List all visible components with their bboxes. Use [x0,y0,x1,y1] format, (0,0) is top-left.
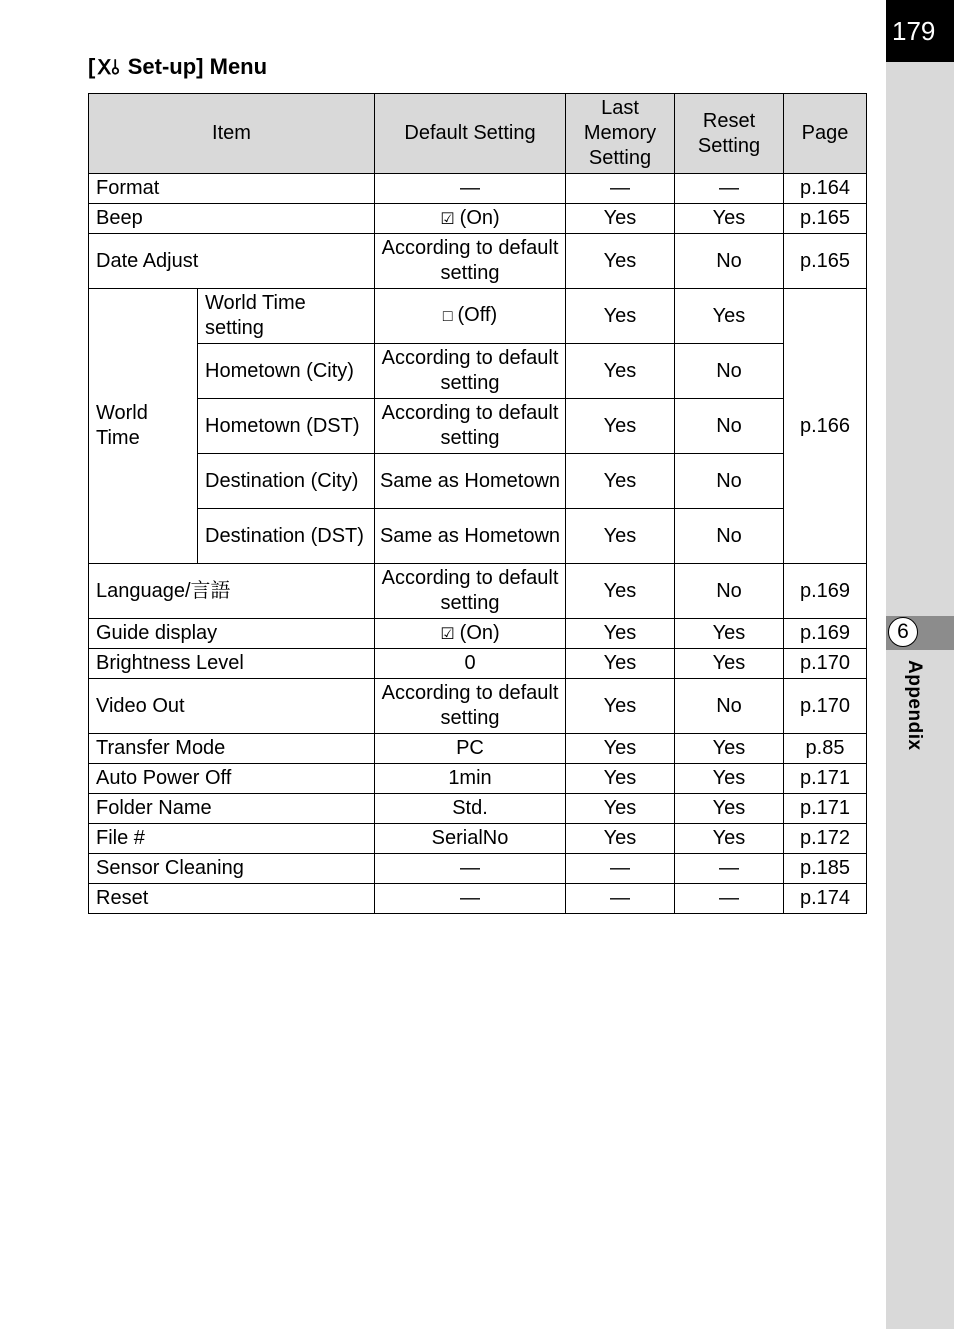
row-item: Date Adjust [89,234,375,289]
setup-wrench-icon: Ⅹ⫰ [97,57,120,79]
row-page: p.170 [784,649,867,679]
row-last-memory: — [566,174,675,204]
row-item: Sensor Cleaning [89,854,375,884]
table-row [89,764,867,794]
table-row [89,619,867,649]
row-subitem: Hometown (City) [198,344,375,399]
row-last-memory: Yes [566,734,675,764]
row-page: p.169 [784,619,867,649]
row-item: Auto Power Off [89,764,375,794]
row-reset: No [675,679,784,734]
page-number: 179 [886,0,954,62]
checkbox-checked-icon: ☑ [440,210,455,228]
row-default: According to default setting [375,564,566,619]
table-row [89,174,867,204]
table-row [89,289,867,344]
table-row [89,399,867,454]
row-page: p.165 [784,204,867,234]
row-last-memory: Yes [566,564,675,619]
section-heading [88,54,267,80]
row-reset: Yes [675,204,784,234]
row-default: According to default setting [375,234,566,289]
row-item: Brightness Level [89,649,375,679]
row-reset: — [675,174,784,204]
row-default: According to default setting [375,344,566,399]
row-last-memory: Yes [566,344,675,399]
row-item: Video Out [89,679,375,734]
row-reset: Yes [675,649,784,679]
row-page: p.85 [784,734,867,764]
row-page: p.166 [784,289,867,564]
row-last-memory: Yes [566,399,675,454]
row-reset: Yes [675,289,784,344]
row-subitem: Destination (DST) [198,509,375,564]
row-default: 0 [375,649,566,679]
row-reset: No [675,399,784,454]
table-row [89,679,867,734]
row-default: PC [375,734,566,764]
row-page: p.169 [784,564,867,619]
row-default: — [375,174,566,204]
row-default: According to default setting [375,679,566,734]
chapter-label: Appendix [904,660,925,751]
row-page: p.165 [784,234,867,289]
row-default: 1min [375,764,566,794]
table-row [89,884,867,914]
row-item: Beep [89,204,375,234]
header-item: Item [89,94,375,174]
table-row [89,649,867,679]
row-default: Same as Hometown [375,509,566,564]
row-group-item: World Time [89,289,198,564]
table-row [89,454,867,509]
row-item: Transfer Mode [89,734,375,764]
row-last-memory: Yes [566,204,675,234]
row-default [375,289,566,344]
row-reset: No [675,564,784,619]
table-row [89,564,867,619]
row-reset: No [675,234,784,289]
row-default: Std. [375,794,566,824]
row-page: p.172 [784,824,867,854]
row-last-memory: Yes [566,454,675,509]
table-row [89,344,867,399]
header-last-memory: Last Memory Setting [566,94,675,174]
row-default: Same as Hometown [375,454,566,509]
setup-menu-table [88,93,867,914]
row-default-text: (On) [459,621,500,644]
header-page: Page [784,94,867,174]
table-row [89,854,867,884]
row-last-memory: Yes [566,234,675,289]
row-last-memory: Yes [566,649,675,679]
row-item: Format [89,174,375,204]
row-default-text: (Off) [457,304,498,326]
row-page: p.170 [784,679,867,734]
row-last-memory: Yes [566,679,675,734]
row-default: — [375,884,566,914]
header-reset-setting: Reset Setting [675,94,784,174]
row-reset: Yes [675,619,784,649]
row-reset: No [675,344,784,399]
table-row [89,734,867,764]
table-row [89,824,867,854]
row-last-memory: Yes [566,764,675,794]
heading-text: Set-up] Menu [127,54,268,79]
checkbox-checked-icon: ☑ [440,625,455,643]
row-page: p.174 [784,884,867,914]
row-reset: No [675,509,784,564]
row-last-memory: — [566,884,675,914]
table-row [89,234,867,289]
row-default: According to default setting [375,399,566,454]
row-reset: Yes [675,824,784,854]
row-item: Reset [89,884,375,914]
table-row [89,509,867,564]
row-subitem: Hometown (DST) [198,399,375,454]
table-header-row [89,94,867,174]
row-reset: Yes [675,734,784,764]
row-default: — [375,854,566,884]
row-reset: — [675,884,784,914]
row-last-memory: Yes [566,509,675,564]
row-default: SerialNo [375,824,566,854]
row-default [375,204,566,234]
row-last-memory: Yes [566,824,675,854]
row-default [375,619,566,649]
row-last-memory: Yes [566,289,675,344]
row-item: Folder Name [89,794,375,824]
header-default-setting: Default Setting [375,94,566,174]
row-reset: Yes [675,794,784,824]
table-row [89,794,867,824]
row-reset: — [675,854,784,884]
row-last-memory: Yes [566,794,675,824]
checkbox-empty-icon: □ [442,308,453,325]
chapter-number: 6 [888,617,918,647]
row-page: p.164 [784,174,867,204]
row-item: Guide display [89,619,375,649]
row-reset: Yes [675,764,784,794]
row-last-memory: — [566,854,675,884]
row-page: p.185 [784,854,867,884]
row-subitem: World Time setting [198,289,375,344]
table-row [89,204,867,234]
row-last-memory: Yes [566,619,675,649]
row-page: p.171 [784,764,867,794]
row-item: Language/言語 [89,564,375,619]
row-reset: No [675,454,784,509]
row-item: File # [89,824,375,854]
heading-bracket: [ [88,54,96,79]
row-subitem: Destination (City) [198,454,375,509]
row-default-text: (On) [459,206,500,229]
row-page: p.171 [784,794,867,824]
